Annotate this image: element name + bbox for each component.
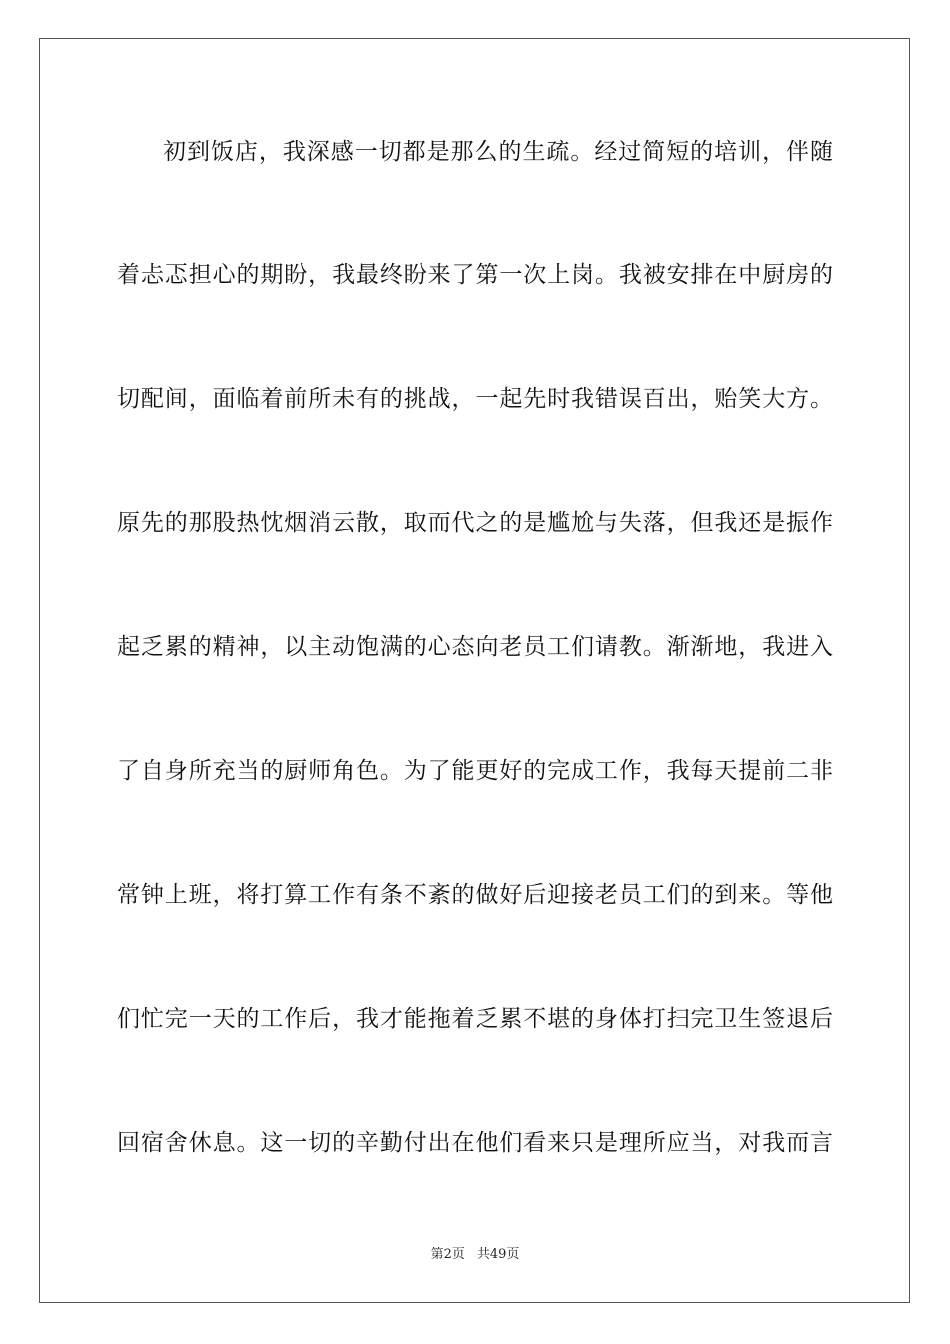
body-text-line: 们忙完一天的工作后，我才能拖着乏累不堪的身体打扫完卫生签退后 <box>117 1006 833 1032</box>
body-text-line: 原先的那股热忱烟消云散，取而代之的是尴尬与失落，但我还是振作 <box>117 510 833 536</box>
page-footer <box>0 1246 950 1264</box>
page-number: 第2页 <box>430 1247 465 1262</box>
body-text-line: 初到饭店，我深感一切都是那么的生疏。经过简短的培训，伴随 <box>163 139 833 165</box>
body-text-line: 起乏累的精神，以主动饱满的心态向老员工们请教。渐渐地，我进入 <box>117 634 833 660</box>
body-text-line: 着忐忑担心的期盼，我最终盼来了第一次上岗。我被安排在中厨房的 <box>117 262 833 288</box>
page-border <box>39 38 910 1303</box>
body-text-line: 回宿舍休息。这一切的辛勤付出在他们看来只是理所应当，对我而言 <box>117 1130 833 1156</box>
body-text-line: 了自身所充当的厨师角色。为了能更好的完成工作，我每天提前二非 <box>117 758 833 784</box>
body-text-line: 切配间，面临着前所未有的挑战，一起先时我错误百出，贻笑大方。 <box>117 386 833 412</box>
body-text-line: 常钟上班，将打算工作有条不紊的做好后迎接老员工们的到来。等他 <box>117 882 833 908</box>
page-total: 共49页 <box>476 1247 520 1262</box>
